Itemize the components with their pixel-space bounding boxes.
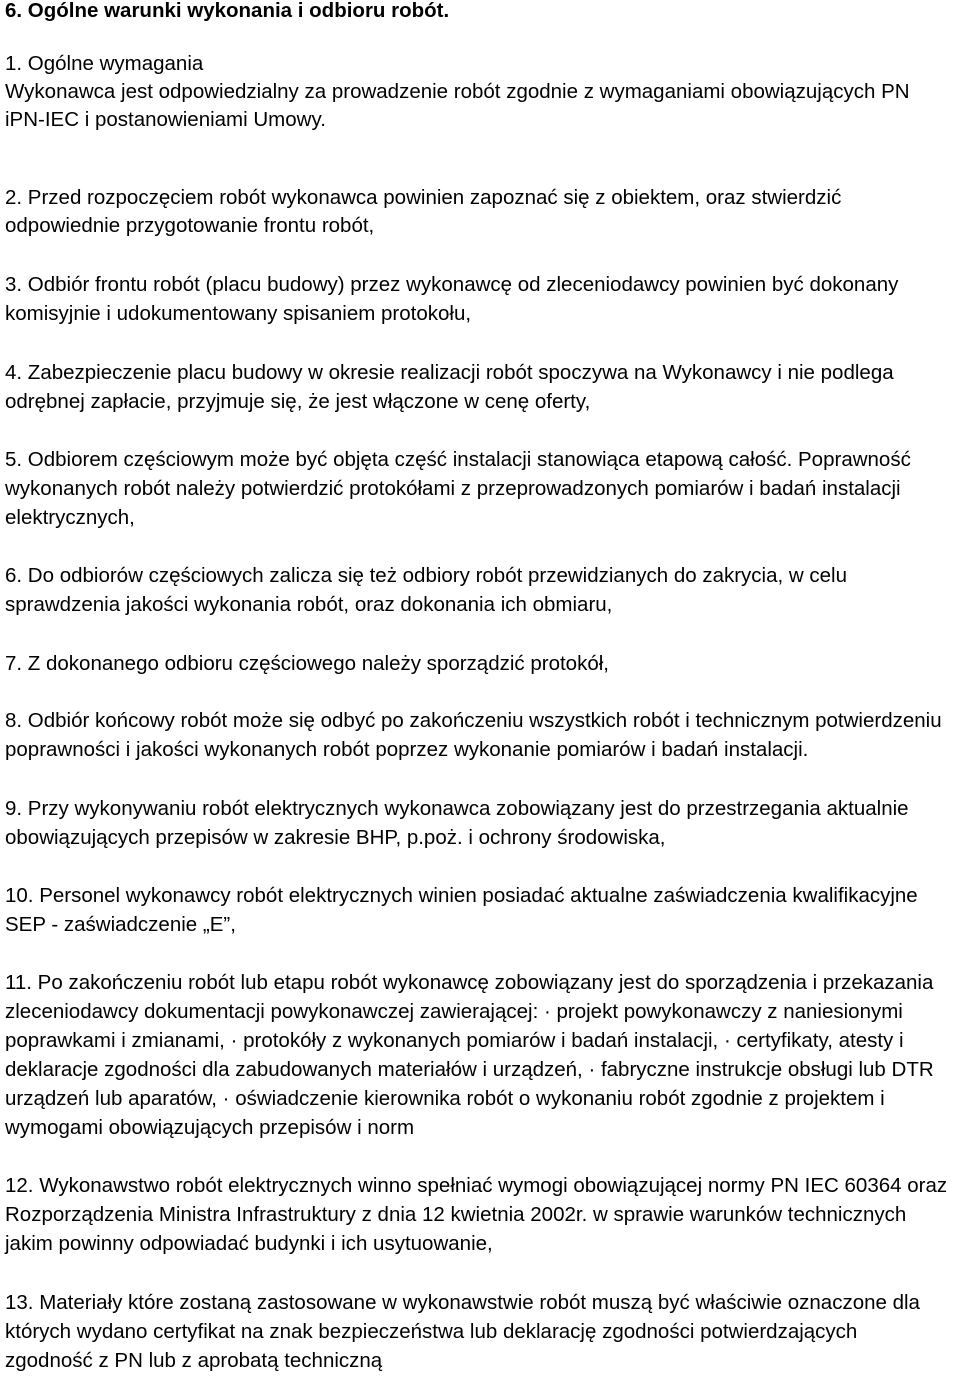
section-1-line-1: 1. Ogólne wymagania: [5, 52, 204, 75]
section-5-line-1: 5. Odbiorem częściowym może być objęta część instalacji stanowiąca etapową całość. Poprawność: [5, 448, 911, 471]
section-4-line-2: odrębnej zapłacie, przyjmuje się, że jest włączone w cenę oferty,: [5, 390, 591, 413]
section-11-line-4: deklaracje zgodności dla zabudowanych materiałów i urządzeń, · fabryczne instrukcje obsługi lub DTR: [5, 1058, 934, 1081]
section-10-line-2: SEP - zaświadczenie „E”,: [5, 913, 236, 936]
section-4-line-1: 4. Zabezpieczenie placu budowy w okresie realizacji robót spoczywa na Wykonawcy i nie podlega: [5, 361, 894, 384]
section-5-line-3: elektrycznych,: [5, 506, 135, 529]
section-10-line-1: 10. Personel wykonawcy robót elektrycznych winien posiadać aktualne zaświadczenia kwalifikacyjne: [5, 884, 918, 907]
section-11-line-5: urządzeń lub aparatów, · oświadczenie kierownika robót o wykonaniu robót zgodnie z projektem i: [5, 1087, 885, 1110]
section-12-line-3: jakim powinny odpowiadać budynki i ich usytuowanie,: [5, 1232, 493, 1255]
section-3-line-2: komisyjnie i udokumentowany spisaniem protokołu,: [5, 302, 472, 325]
section-2-line-2: odpowiednie przygotowanie frontu robót,: [5, 214, 375, 237]
section-9-line-2: obowiązujących przepisów w zakresie BHP, p.poż. i ochrony środowiska,: [5, 826, 666, 849]
page-heading: 6. Ogólne warunki wykonania i odbioru robót.: [5, 0, 450, 22]
section-9-line-1: 9. Przy wykonywaniu robót elektrycznych wykonawca zobowiązany jest do przestrzegania aktualnie: [5, 797, 909, 820]
section-8-line-1: 8. Odbiór końcowy robót może się odbyć po zakończeniu wszystkich robót i technicznym potwierdzeniu: [5, 709, 942, 732]
section-6-line-1: 6. Do odbiorów częściowych zalicza się też odbiory robót przewidzianych do zakrycia, w celu: [5, 564, 848, 587]
section-12-line-1: 12. Wykonawstwo robót elektrycznych winno spełniać wymogi obowiązującej normy PN IEC 60364 oraz: [5, 1174, 948, 1197]
section-13-line-2: których wydano certyfikat na znak bezpieczeństwa lub deklarację zgodności potwierdzających: [5, 1320, 858, 1343]
section-1-line-2: Wykonawca jest odpowiedzialny za prowadzenie robót zgodnie z wymaganiami obowiązujących PN: [5, 80, 910, 103]
section-13-line-1: 13. Materiały które zostaną zastosowane w wykonawstwie robót muszą być właściwie oznaczone dla: [5, 1291, 920, 1314]
section-2-line-1: 2. Przed rozpoczęciem robót wykonawca powinien zapoznać się z obiektem, oraz stwierdzić: [5, 186, 842, 209]
section-6-line-2: sprawdzenia jakości wykonania robót, oraz dokonania ich obmiaru,: [5, 593, 613, 616]
section-12-line-2: Rozporządzenia Ministra Infrastruktury z dnia 12 kwietnia 2002r. w sprawie warunków technicznych: [5, 1203, 907, 1226]
section-7-line-1: 7. Z dokonanego odbioru częściowego należy sporządzić protokół,: [5, 652, 609, 675]
section-13-line-3: zgodność z PN lub z aprobatą techniczną: [5, 1349, 383, 1372]
section-11-line-3: poprawkami i zmianami, · protokóły z wykonanych pomiarów i badań instalacji, · certyfikaty, atesty i: [5, 1029, 904, 1052]
section-11-line-1: 11. Po zakończeniu robót lub etapu robót wykonawcę zobowiązany jest do sporządzenia i przekazania: [5, 971, 934, 994]
section-8-line-2: poprawności i jakości wykonanych robót poprzez wykonanie pomiarów i badań instalacji.: [5, 738, 809, 761]
section-3-line-1: 3. Odbiór frontu robót (placu budowy) przez wykonawcę od zleceniodawcy powinien być dokonany: [5, 273, 899, 296]
section-5-line-2: wykonanych robót należy potwierdzić protokółami z przeprowadzonych pomiarów i badań instalacji: [5, 477, 901, 500]
section-1-line-3: iPN-IEC i postanowieniami Umowy.: [5, 108, 326, 131]
section-11-line-6: wymogami obowiązujących przepisów i norm: [5, 1116, 415, 1139]
section-11-line-2: zleceniodawcy dokumentacji powykonawczej zawierającej: · projekt powykonawczy z naniesionymi: [5, 1000, 903, 1023]
